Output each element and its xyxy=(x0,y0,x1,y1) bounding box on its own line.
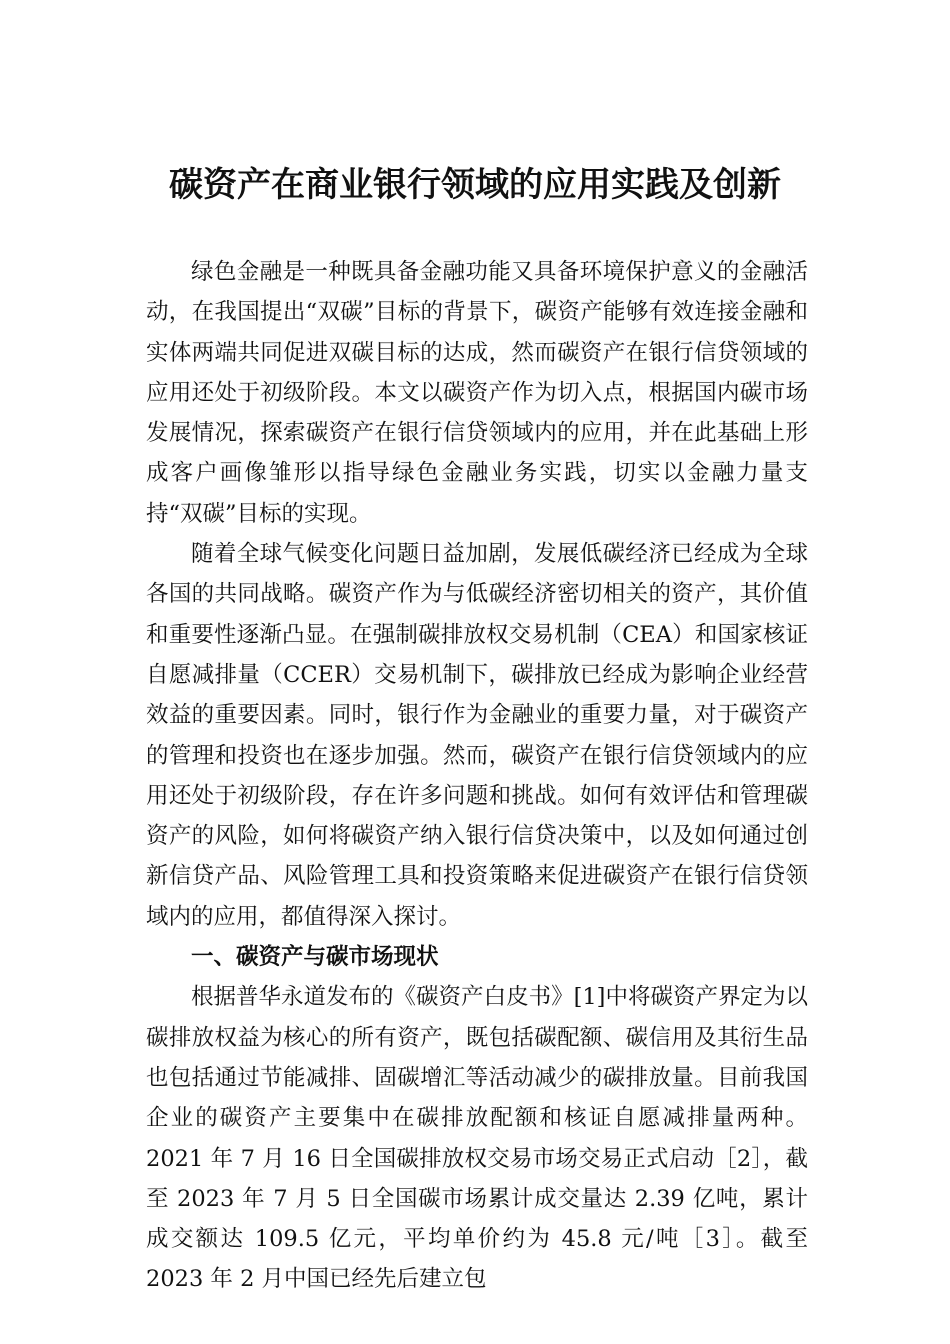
paragraph-introduction: 随着全球气候变化问题日益加剧，发展低碳经济已经成为全球各国的共同战略。碳资产作为与低碳经济密切相关的资产，其价值和重要性逐渐凸显。在强制碳排放权交易机制（CEA）和国家核证自愿减排量（CCER）交易机制下，碳排放已经成为影响企业经营效益的重要因素。同时，银行作为金融业的重要力量，对于碳资产的管理和投资也在逐步加强。然而，碳资产在银行信贷领域内的应用还处于初级阶段，存在许多问题和挑战。如何有效评估和管理碳资产的风险，如何将碳资产纳入银行信贷决策中，以及如何通过创新信贷产品、风险管理工具和投资策略来促进碳资产在银行信贷领域内的应用，都值得深入探讨。 xyxy=(146,541,808,930)
document-body xyxy=(146,252,808,1300)
section-heading: 一、碳资产与碳市场现状 xyxy=(191,944,439,971)
document-title: 碳资产在商业银行领域的应用实践及创新 xyxy=(169,165,781,205)
paragraph-abstract: 绿色金融是一种既具备金融功能又具备环境保护意义的金融活动，在我国提出“双碳”目标的背景下，碳资产能够有效连接金融和实体两端共同促进双碳目标的达成，然而碳资产在银行信贷领域的应用还处于初级阶段。本文以碳资产作为切入点，根据国内碳市场发展情况，探索碳资产在银行信贷领域内的应用，并在此基础上形成客户画像雏形以指导绿色金融业务实践，切实以金融力量支持“双碳”目标的实现。 xyxy=(146,259,808,527)
paragraph-section-one: 根据普华永道发布的《碳资产白皮书》[1]中将碳资产界定为以碳排放权益为核心的所有资产，既包括碳配额、碳信用及其衍生品也包括通过节能减排、固碳增汇等活动减少的碳排放量。目前我国企业的碳资产主要集中在碳排放配额和核证自愿减排量两种。2021 年 7 月 16 日全国碳排放权交易市场交易正式启动［2］，截至 2023 年 7 月 5 日全国碳市场累计成交量达 2.39 亿吨，累计成交额达 109.5 亿元，平均单价约为 45.8 元/吨［3］。截至 2023 年 2 月中国已经先后建立包 xyxy=(146,984,808,1293)
